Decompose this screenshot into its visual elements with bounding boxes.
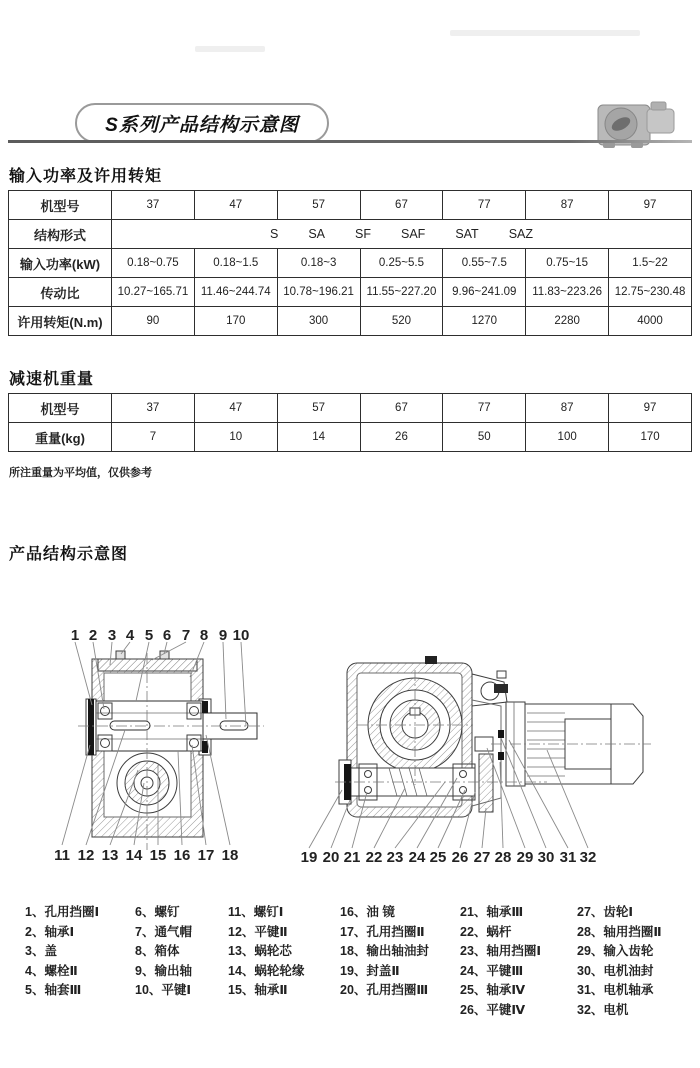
form-code: SA [308,227,326,241]
part-item: 11、螺钉Ⅰ [228,905,284,919]
parts-list-column [460,903,541,1020]
part-item: 18、输出轴油封 [340,944,429,958]
part-number-label: 17 [197,847,215,864]
parts-list-column [25,903,99,1001]
part-item: 15、轴承Ⅱ [228,983,288,997]
table-cell: 14 [277,423,360,452]
row-label: 结构形式 [9,220,112,249]
part-item: 6、螺钉 [135,905,180,919]
part-number-label: 22 [365,849,383,866]
table-cell: 2280 [526,307,609,336]
part-number-label: 2 [88,627,98,644]
part-number-label: 32 [579,849,597,866]
part-item: 19、封盖Ⅱ [340,963,400,978]
page-title: S系列产品结构示意图 [105,114,299,136]
row-label: 机型号 [9,394,112,423]
part-item: 27、齿轮Ⅰ [577,905,634,919]
part-number-label: 11 [54,847,70,864]
part-number-label: 16 [173,847,191,864]
table-cell: 11.46~244.74 [194,278,277,307]
table-cell: 87 [526,191,609,220]
part-number-label: 18 [221,847,239,864]
part-number-label: 7 [181,627,191,644]
table-cell: 0.18~1.5 [194,249,277,278]
part-number-label: 27 [473,849,491,866]
part-number-label: 1 [70,627,80,644]
row-label: 许用转矩(N.m) [9,307,112,336]
part-number-label: 6 [162,627,172,644]
series-title-box [75,103,329,143]
table-cell: 67 [360,394,443,423]
form-code: SF [355,227,371,241]
keyway-slot [110,721,150,730]
part-number-label: 14 [125,847,143,864]
table-cell: 0.25~5.5 [360,249,443,278]
table-row [9,249,692,278]
part-number-label: 23 [386,849,404,866]
weight-section-heading: 减速机重量 [9,371,95,388]
part-item: 16、油 镜 [340,905,395,919]
table-cell: 67 [360,191,443,220]
form-code: SAF [401,227,426,241]
table-cell: 47 [194,394,277,423]
table-row [9,307,692,336]
table-cell: 1270 [443,307,526,336]
part-item: 24、平键Ⅲ [460,963,524,978]
part-number-label: 24 [408,849,426,866]
part-number-label: 8 [199,627,209,644]
parts-list-column [135,903,192,1001]
power-section-heading: 输入功率及许用转矩 [9,168,163,185]
table-cell: 170 [194,307,277,336]
power-torque-table [8,190,692,336]
weight-note: 所注重量为平均值，仅供参考 [9,467,152,479]
table-row [9,278,692,307]
part-number-label: 9 [218,627,228,644]
part-number-label: 10 [232,627,250,644]
side-section-diagram [295,640,695,870]
part-item: 30、电机油封 [577,963,654,978]
table-cell: 47 [194,191,277,220]
table-cell: 9.96~241.09 [443,278,526,307]
table-row [9,220,692,249]
row-label: 重量(kg) [9,423,112,452]
table-cell: 97 [609,394,692,423]
part-item: 8、箱体 [135,944,180,958]
part-item: 29、输入齿轮 [577,944,654,958]
part-item: 9、输出轴 [135,963,192,978]
part-item: 2、轴承Ⅰ [25,924,75,939]
table-cell: 77 [443,191,526,220]
table-cell: 10.78~196.21 [277,278,360,307]
retaining-ring [202,741,208,753]
table-cell: 50 [443,423,526,452]
row-label: 传动比 [9,278,112,307]
part-item: 32、电机 [577,1002,629,1017]
part-item: 22、蜗杆 [460,924,512,939]
front-section-diagram [40,615,270,870]
keyway-slot [220,721,248,730]
faint-watermark [450,30,640,36]
table-cell: 57 [277,191,360,220]
table-cell: 11.83~223.26 [526,278,609,307]
weight-table [8,393,692,452]
table-cell: 100 [526,423,609,452]
table-cell: 520 [360,307,443,336]
row-label: 机型号 [9,191,112,220]
header-divider [8,140,692,143]
part-number-label: 31 [559,849,577,866]
structure-forms-cell [112,220,692,249]
table-cell: 87 [526,394,609,423]
part-item: 23、轴用挡圈Ⅰ [460,944,542,958]
table-cell: 12.75~230.48 [609,278,692,307]
part-item: 5、轴套Ⅲ [25,983,82,997]
part-number-label: 12 [77,847,95,864]
form-code: SAT [455,227,479,241]
table-cell: 4000 [609,307,692,336]
part-item: 28、轴用挡圈Ⅱ [577,924,662,939]
table-cell: 0.55~7.5 [443,249,526,278]
part-number-label: 19 [300,849,318,866]
motor-oil-seal [498,752,504,760]
table-cell: 300 [277,307,360,336]
table-cell: 90 [112,307,195,336]
table-cell: 26 [360,423,443,452]
part-number-label: 30 [537,849,555,866]
table-cell: 37 [112,191,195,220]
form-code: SAZ [508,227,534,241]
row-label: 输入功率(kW) [9,249,112,278]
table-cell: 10.27~165.71 [112,278,195,307]
table-cell: 37 [112,394,195,423]
form-code: S [269,227,279,241]
table-row [9,423,692,452]
part-number-label: 15 [149,847,167,864]
faint-watermark [195,46,265,52]
parts-list-column [228,903,304,1001]
part-item: 12、平键Ⅱ [228,924,288,939]
table-cell: 170 [609,423,692,452]
table-cell: 0.75~15 [526,249,609,278]
part-number-label: 13 [101,847,119,864]
part-number-label: 29 [516,849,534,866]
oil-seal [88,699,94,755]
part-item: 25、轴承Ⅳ [460,983,526,997]
part-item: 10、平键Ⅰ [135,983,192,997]
part-number-label: 4 [125,627,135,644]
table-row [9,394,692,423]
table-cell: 1.5~22 [609,249,692,278]
part-item: 7、通气帽 [135,924,192,939]
parts-list-column [340,903,429,1001]
part-number-label: 20 [322,849,340,866]
part-item: 4、螺栓Ⅱ [25,963,78,978]
table-cell: 7 [112,423,195,452]
nut [497,671,506,678]
part-number-label: 28 [494,849,512,866]
part-number-label: 3 [107,627,117,644]
table-cell: 0.18~0.75 [112,249,195,278]
top-cover [98,659,197,671]
breather-cap [425,656,437,664]
structure-section-heading: 产品结构示意图 [9,546,129,563]
part-item: 13、蜗轮芯 [228,944,292,958]
table-cell: 0.18~3 [277,249,360,278]
parts-list-column [577,903,662,1020]
retaining-ring [202,701,208,713]
motor-bearing [498,730,504,738]
part-number-label: 26 [451,849,469,866]
part-number-label: 21 [343,849,361,866]
table-cell: 57 [277,394,360,423]
bolt-head [116,651,125,659]
part-item: 21、轴承Ⅲ [460,905,524,919]
part-item: 31、电机轴承 [577,983,654,997]
part-item: 20、孔用挡圈Ⅲ [340,983,429,997]
table-cell: 11.55~227.20 [360,278,443,307]
table-row [9,191,692,220]
table-cell: 97 [609,191,692,220]
part-item: 3、盖 [25,944,57,958]
table-cell: 10 [194,423,277,452]
clamp-bolt [494,684,508,693]
part-item: 1、孔用挡圈Ⅰ [25,905,100,919]
part-number-label: 25 [429,849,447,866]
part-number-label: 5 [144,627,154,644]
table-cell: 77 [443,394,526,423]
part-item: 26、平键Ⅳ [460,1002,526,1017]
part-item: 17、孔用挡圈Ⅱ [340,924,425,939]
part-item: 14、蜗轮轮缘 [228,963,305,978]
input-gear [475,737,493,751]
